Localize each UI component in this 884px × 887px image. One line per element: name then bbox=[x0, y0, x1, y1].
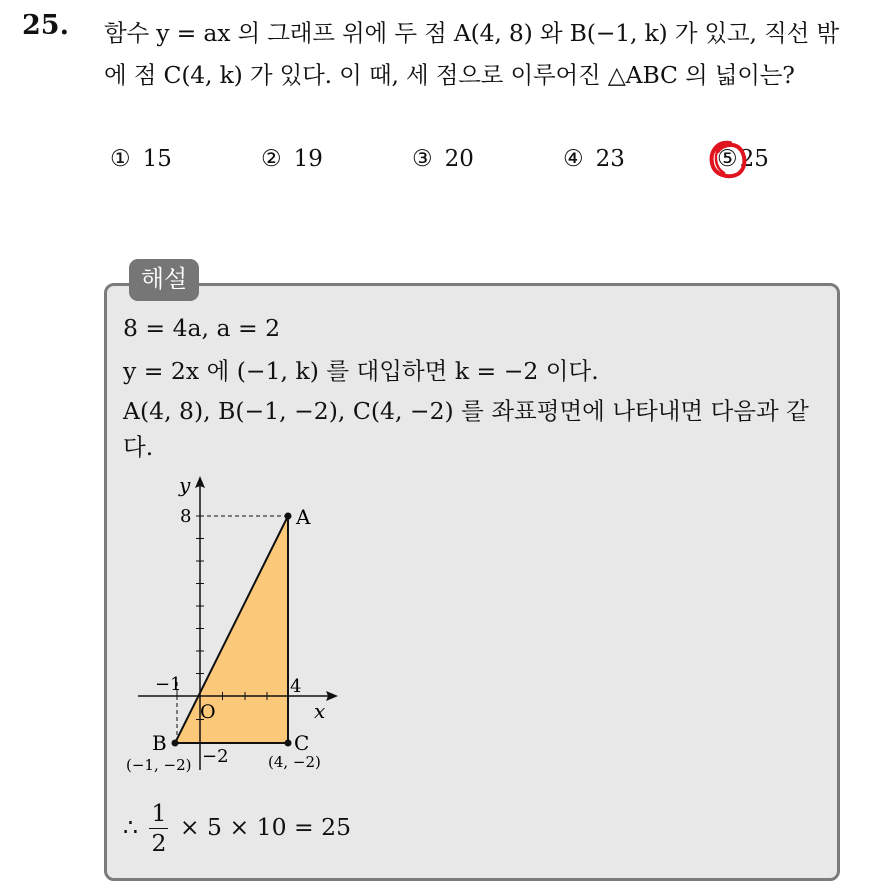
choice-3-mark: ③ bbox=[412, 146, 433, 172]
choice-4[interactable] bbox=[563, 146, 625, 172]
point-c-label: C bbox=[294, 731, 310, 755]
tick-label-4: 4 bbox=[290, 676, 302, 697]
choice-3[interactable] bbox=[412, 146, 474, 172]
solution-line-3: A(4, 8), B(−1, −2), C(4, −2) 를 좌표평면에 나타내면 다음과 같 bbox=[123, 397, 809, 425]
choice-1-value: 15 bbox=[142, 146, 172, 172]
choice-2[interactable] bbox=[261, 146, 323, 172]
choice-3-value: 20 bbox=[444, 146, 474, 172]
choice-4-mark: ④ bbox=[563, 146, 584, 172]
fraction-half bbox=[149, 799, 168, 857]
point-b-dot bbox=[172, 740, 179, 747]
solution-line-1: 8 = 4a, a = 2 bbox=[123, 314, 281, 342]
question-text-line-1: 함수 y = ax 의 그래프 위에 두 점 A(4, 8) 와 B(−1, k) 가 있고, 직선 밖 bbox=[104, 19, 839, 47]
point-b-coord: (−1, −2) bbox=[126, 756, 192, 774]
choice-5-mark: ⑤ bbox=[717, 146, 738, 172]
tick-label-neg1: −1 bbox=[155, 674, 182, 695]
fraction-numerator: 1 bbox=[151, 799, 167, 827]
solution-line-2: y = 2x 에 (−1, k) 를 대입하면 k = −2 이다. bbox=[123, 357, 599, 385]
choice-2-value: 19 bbox=[293, 146, 323, 172]
choice-5-value: 25 bbox=[739, 146, 769, 172]
question-number: 25. bbox=[22, 10, 69, 41]
y-axis-label: y bbox=[179, 473, 191, 497]
conclusion-expression: × 5 × 10 = 25 bbox=[179, 813, 352, 841]
triangle-abc bbox=[175, 516, 288, 743]
answer-circle-annotation bbox=[708, 139, 748, 181]
fraction-denominator: 2 bbox=[151, 828, 167, 857]
x-axis-label: x bbox=[314, 699, 326, 723]
tick-label-neg2: −2 bbox=[202, 746, 229, 767]
choice-2-mark: ② bbox=[261, 146, 282, 172]
origin-label: O bbox=[200, 701, 216, 723]
point-b-label: B bbox=[152, 731, 167, 755]
point-a-dot bbox=[285, 513, 292, 520]
conclusion bbox=[123, 799, 352, 857]
point-a-label: A bbox=[296, 505, 311, 529]
choice-4-value: 23 bbox=[595, 146, 625, 172]
tick-label-8: 8 bbox=[180, 506, 192, 527]
therefore-symbol: ∴ bbox=[123, 813, 138, 841]
solution-line-4: 다. bbox=[123, 433, 154, 461]
choice-1[interactable] bbox=[110, 146, 172, 172]
question-text-line-2: 에 점 C(4, k) 가 있다. 이 때, 세 점으로 이루어진 △ABC 의 넓이는? bbox=[104, 61, 795, 89]
point-c-dot bbox=[285, 740, 292, 747]
solution-tag: 해설 bbox=[129, 259, 199, 301]
choice-1-mark: ① bbox=[110, 146, 131, 172]
coordinate-graph bbox=[120, 470, 360, 780]
point-c-coord: (4, −2) bbox=[268, 753, 321, 771]
